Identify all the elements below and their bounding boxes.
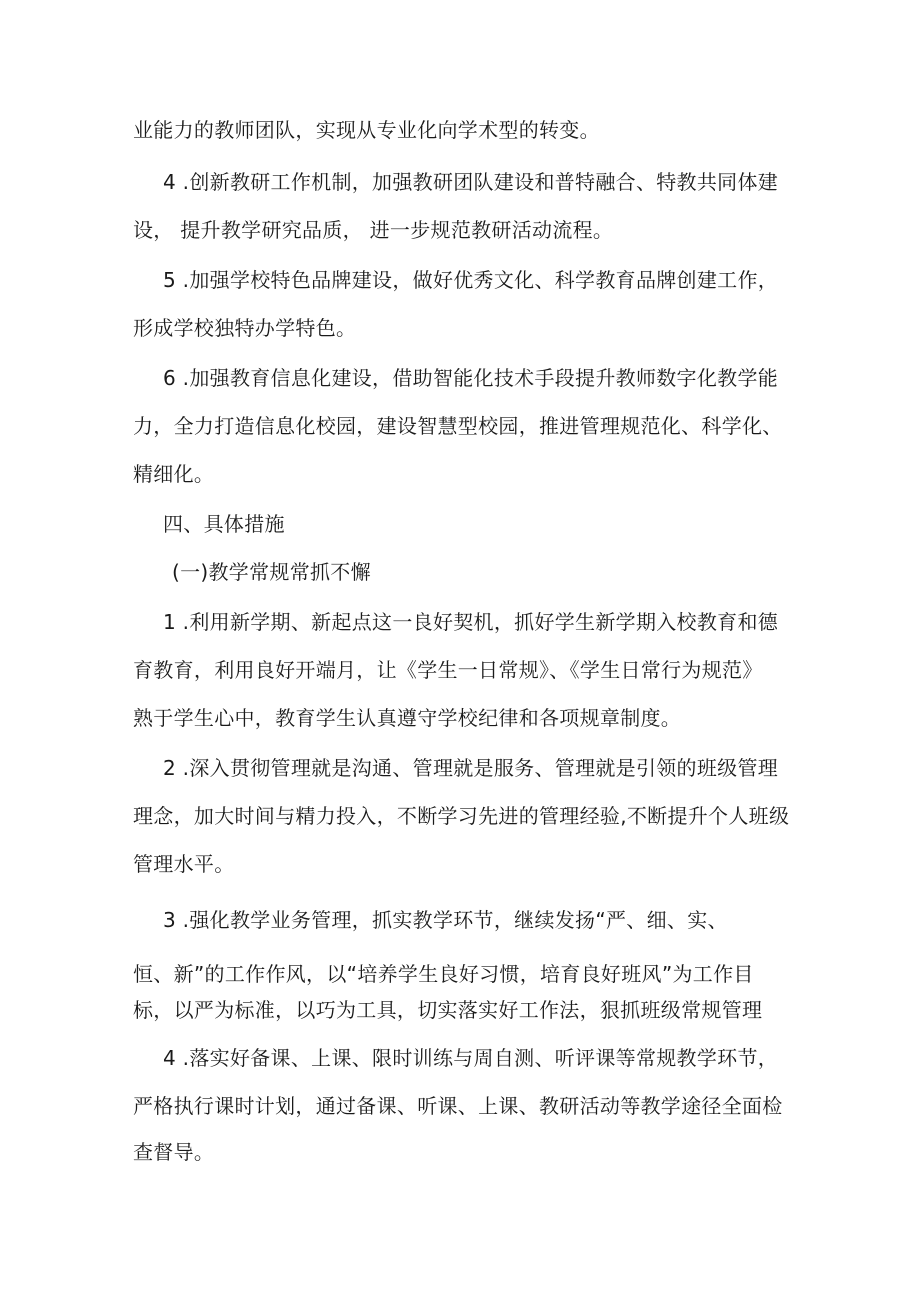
text-line: 5 .加强学校特色品牌建设，做好优秀文化、科学教育品牌创建工作， (163, 268, 779, 292)
text-line: 查督导。 (133, 1140, 215, 1164)
text-line: 业能力的教师团队，实现从专业化向学术型的转变。 (133, 118, 600, 142)
text-line: 育教育，利用良好开端月，让《学生一日常规》、《学生日常行为规范》 (133, 658, 763, 682)
section-heading: 四、具体措施 (163, 512, 285, 536)
text-line: 严格执行课时计划，通过备课、听课、上课、教研活动等教学途径全面检 (133, 1094, 783, 1118)
text-line: 2 .深入贯彻管理就是沟通、管理就是服务、管理就是引领的班级管理 (163, 756, 779, 780)
text-line: 恒、新”的工作作风，以“培养学生良好习惯，培育良好班风”为工作目 (133, 962, 754, 986)
text-line: 1 .利用新学期、新起点这一良好契机，抓好学生新学期入校教育和德 (163, 610, 779, 634)
text-line: 设， 提升教学研究品质， 进一步规范教研活动流程。 (133, 218, 614, 242)
text-line: 4 .落实好备课、上课、限时训练与周自测、听评课等常规教学环节， (163, 1046, 779, 1070)
text-line: 管理水平。 (133, 852, 235, 876)
text-line: 形成学校独特办学特色。 (133, 316, 357, 340)
text-line: 3 .强化教学业务管理，抓实教学环节，继续发扬“严、细、实、 (163, 908, 728, 932)
text-line: 熟于学生心中，教育学生认真遵守学校纪律和各项规章制度。 (133, 706, 682, 730)
text-line: 6 .加强教育信息化建设，借助智能化技术手段提升教师数字化教学能 (163, 366, 779, 390)
subsection-heading: (一)教学常规常抓不懈 (172, 560, 371, 584)
text-line: 力，全力打造信息化校园，建设智慧型校园，推进管理规范化、科学化、 (133, 414, 783, 438)
text-line: 理念，加大时间与精力投入，不断学习先进的管理经验,不断提升个人班级 (133, 804, 790, 828)
text-line: 标，以严为标准，以巧为工具，切实落实好工作法，狠抓班级常规管理 (133, 998, 763, 1022)
text-line: 4 .创新教研工作机制，加强教研团队建设和普特融合、特教共同体建 (163, 170, 779, 194)
text-line: 精细化。 (133, 462, 215, 486)
